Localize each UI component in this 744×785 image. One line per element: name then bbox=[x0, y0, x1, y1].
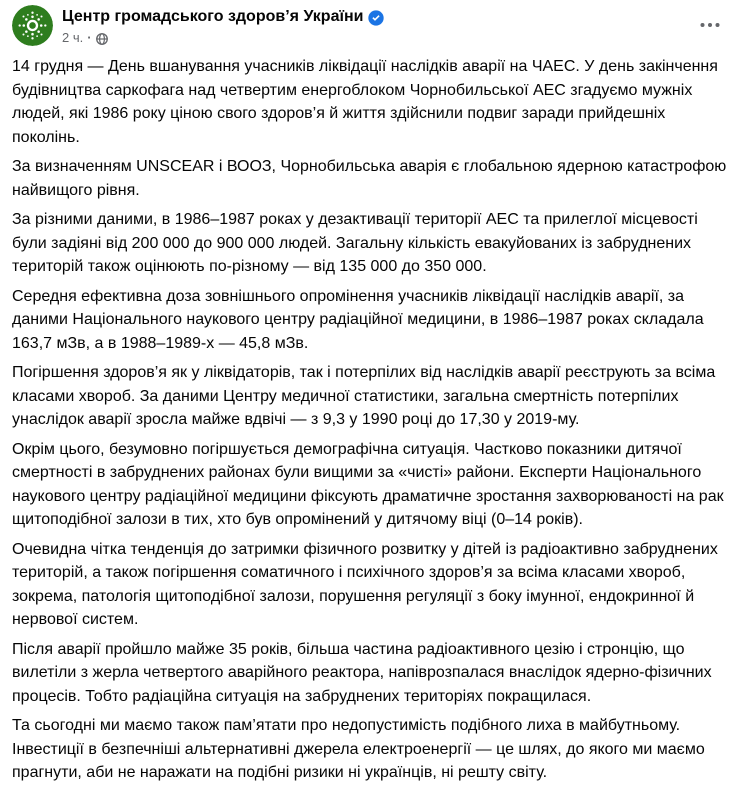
post-header bbox=[12, 5, 732, 46]
post-paragraph: Очевидна чітка тенденція до затримки фізичного розвитку у дітей із радіоактивно забруднених територій, а також погіршення соматичного і психічного здоров’я за всіма класами хвороб, зокрема, патологія щитоподібної залози, порушення регуляції з боку імунної, ендокринної й нервової систем. bbox=[12, 540, 718, 628]
post-text bbox=[12, 55, 732, 785]
post-paragraph: Окрім цього, безумовно погіршується демографічна ситуація. Частково показники дитячої смертності в забруднених районах були вищими за «чисті» райони. Експерти Національного наукового центру радіаційної медицини фіксують драматичне зростання захворюваності на рак щитоподібної залози в тих, хто був опромінений у дитячому віці (0–14 років). bbox=[12, 440, 724, 528]
post-meta bbox=[62, 30, 384, 46]
post-paragraph: 14 грудня — День вшанування учасників ліквідації наслідків аварії на ЧАЕС. У день закінчення будівництва саркофага над четвертим енергоблоком Чорнобильської АЕС згадуємо мужніх людей, які 1986 року ціною свого здоров’я й життя здійснили подвиг заради прийдешніх поколінь. bbox=[12, 58, 718, 146]
page-name-link[interactable]: Центр громадського здоров’я України bbox=[62, 8, 364, 25]
timestamp-link[interactable]: 2 ч. bbox=[62, 30, 84, 45]
post-paragraph: За визначенням UNSCEAR і ВООЗ, Чорнобильська аварія є глобальною ядерною катастрофою найвищого рівня. bbox=[12, 158, 727, 199]
globe-public-icon bbox=[96, 33, 108, 45]
post-paragraph: Після аварії пройшло майже 35 років, більша частина радіоактивного цезію і стронцію, що вилетіли з жерла четвертого аварійного реактора, напіврозпалася внаслідок ядерно-фізичних процесів. Тобто радіаційна ситуація на забруднених територіях покращилася. bbox=[12, 640, 712, 705]
post-paragraph: За різними даними, в 1986–1987 роках у дезактивації території АЕС та прилеглої місцевості були задіяні від 200 000 до 900 000 людей. Загальну кількість евакуйованих із забруднених територій також оцінюють по-різному — від 135 000 до 350 000. bbox=[12, 211, 698, 275]
post-paragraph: Погіршення здоров’я як у ліквідаторів, так і потерпілих від наслідків аварії реєструють за всіма класами хвороб. За даними Центру медичної статистики, загальна смертність потерпілих унаслідок аварії зросла майже вдвічі — з 9,3 у 1990 році до 17,30 у 2019-му. bbox=[12, 364, 716, 428]
post-paragraph: Та сьогодні ми маємо також пам’ятати про недопустимість подібного лиха в майбутньому. Інвестиції в безпечніші альтернативні джерела електроенергії — це шлях, до якого ми маємо прагнути, аби не наражати на подібні ризики ні українців, ні решту світу. bbox=[12, 717, 705, 781]
page-logo-icon bbox=[12, 5, 53, 46]
meta-separator: · bbox=[87, 30, 92, 45]
post-header-text bbox=[62, 5, 384, 46]
post-paragraph: Середня ефективна доза зовнішнього опромінення учасників ліквідації наслідків аварії, за даними Національного наукового центру радіаційної медицини, в 1986–1987 роках складала 163,7 мЗв, а в 1988–1989-х — 45,8 мЗв. bbox=[12, 287, 704, 352]
more-options-button[interactable] bbox=[694, 11, 726, 39]
avatar[interactable] bbox=[12, 5, 53, 46]
more-options-icon bbox=[700, 22, 720, 28]
verified-badge-icon bbox=[368, 10, 384, 26]
name-row bbox=[62, 7, 384, 27]
